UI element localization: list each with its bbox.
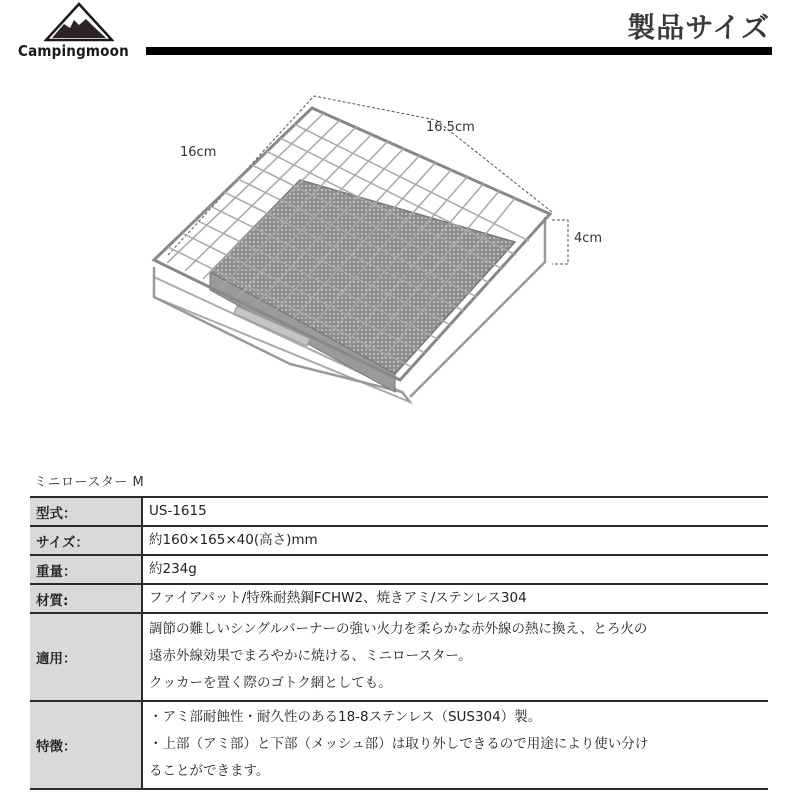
spec-row-model: [30, 497, 768, 526]
mountain-logo-icon: [44, 2, 114, 42]
spec-value-line: ・アミ部耐蝕性・耐久性のある18-8ステンレス（SUS304）製。: [149, 709, 542, 725]
spec-table: [30, 496, 768, 790]
depth-dimension-label: 16cm: [180, 145, 217, 160]
spec-value-line: 調節の難しいシングルバーナーの強い火力を柔らかな赤外線の熱に換え、とろ火の: [149, 621, 648, 637]
spec-value: [142, 613, 768, 701]
spec-label: サイズ：: [30, 526, 142, 555]
spec-value: US-1615: [142, 497, 768, 526]
spec-value-line: ることができます。: [149, 763, 270, 779]
spec-row-material: [30, 584, 768, 613]
spec-value-line: ・上部（アミ部）と下部（メッシュ部）は取り外しできるので用途により使い分け: [149, 736, 649, 752]
spec-value: [142, 701, 768, 789]
spec-row-application: [30, 613, 768, 701]
page-title: 製品サイズ: [627, 11, 770, 44]
spec-label: 型式：: [30, 497, 142, 526]
header-rule: [146, 47, 772, 55]
width-dimension-label: 16.5cm: [426, 120, 475, 135]
page-header: [0, 0, 800, 70]
spec-label: 材質:: [30, 584, 142, 613]
spec-value: 約160×165×40(高さ)mm: [142, 526, 768, 555]
spec-label: 適用：: [30, 613, 142, 701]
spec-row-size: [30, 526, 768, 555]
mini-roaster-illustration-icon: [140, 92, 610, 427]
spec-value-line: クッカーを置く際のゴトク網としても。: [149, 675, 392, 691]
brand-name: Campingmoon: [18, 42, 129, 60]
spec-label: 特徴：: [30, 701, 142, 789]
product-image: [140, 92, 610, 427]
brand-logo: [14, 2, 142, 64]
height-dimension-label: 4cm: [574, 231, 603, 246]
spec-value: 約234g: [142, 555, 768, 584]
spec-row-weight: [30, 555, 768, 584]
spec-value: ファイアパット/特殊耐熱鋼FCHW2、焼きアミ/ステンレス304: [142, 584, 768, 613]
product-name: ミニロースター M: [34, 475, 145, 490]
spec-row-features: [30, 701, 768, 789]
spec-label: 重量：: [30, 555, 142, 584]
spec-value-line: 遠赤外線効果でまろやかに焼ける、ミニロースター。: [149, 648, 472, 664]
